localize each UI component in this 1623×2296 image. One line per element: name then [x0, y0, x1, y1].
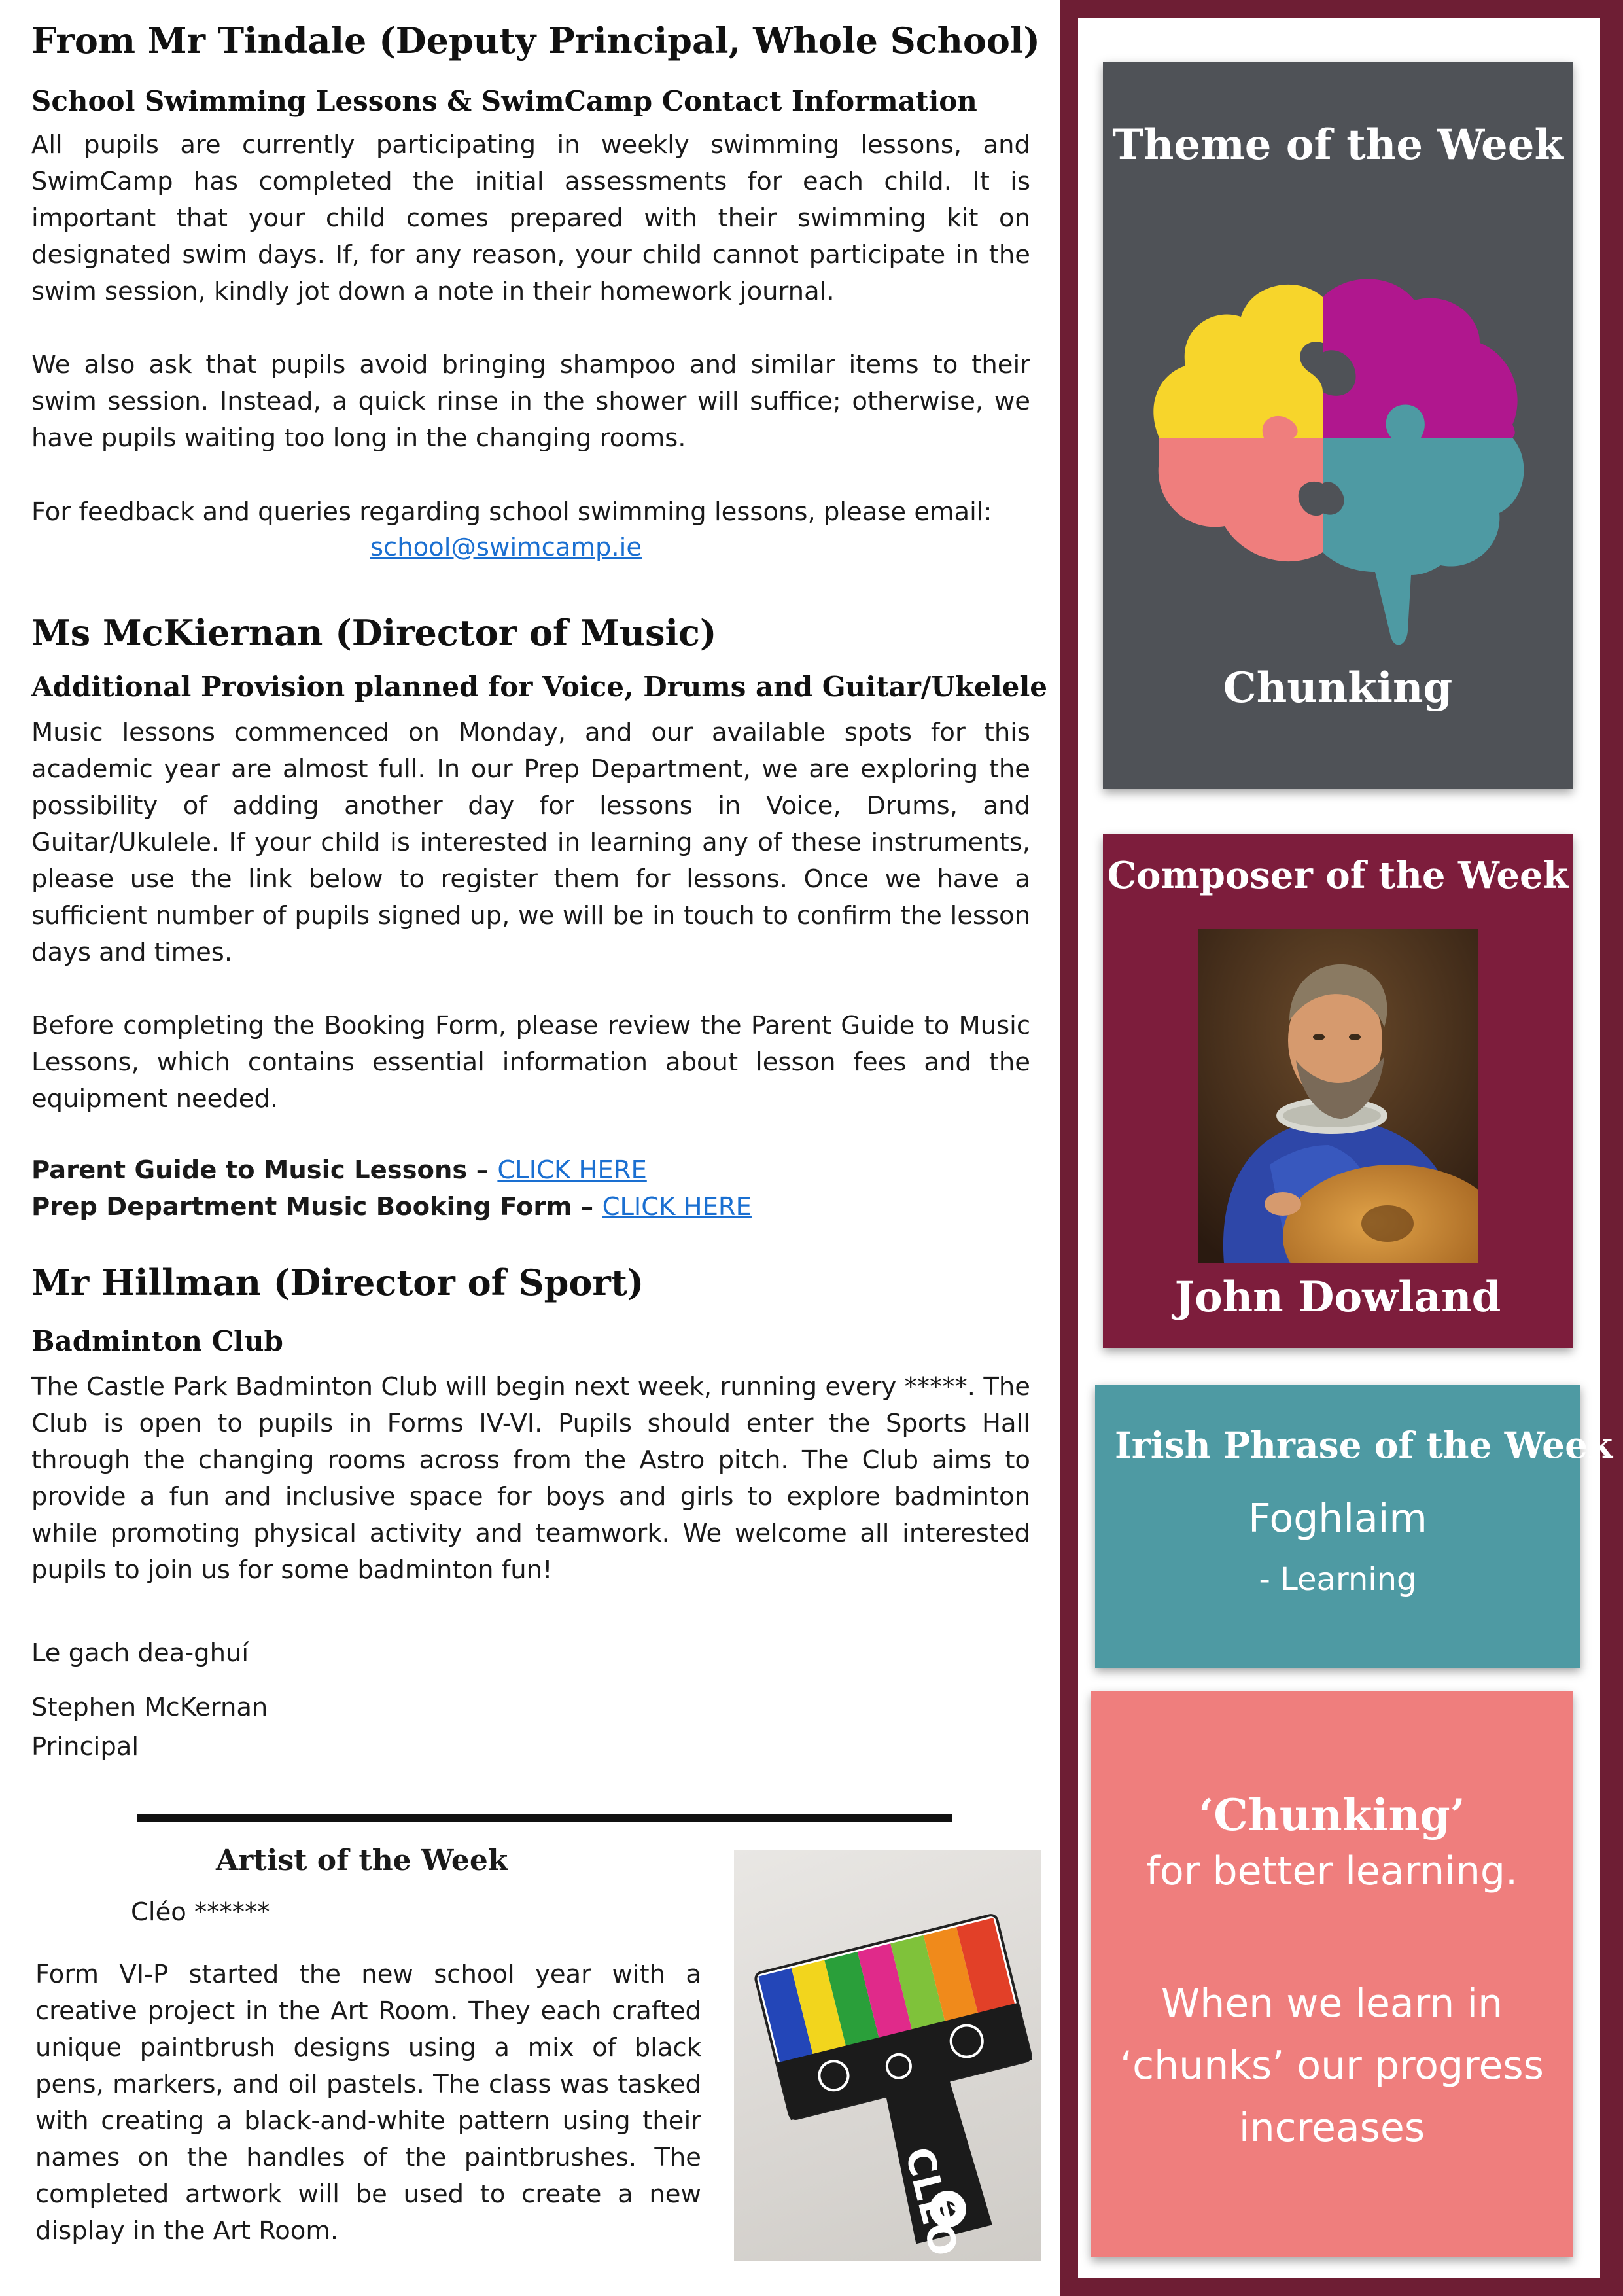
music-subheading: Additional Provision planned for Voice, Drums and Guitar/Ukelele	[31, 671, 1047, 703]
theme-of-week-card	[1103, 62, 1573, 789]
signoff-role: Principal	[31, 1732, 139, 1761]
chunking-title: ‘Chunking’	[1198, 1790, 1465, 1841]
badminton-paragraph: The Castle Park Badminton Club will begin next week, running every *****. The Club is open to pupils in Forms IV-VI. Pupils should enter the Sports Hall through the changing rooms across from the Astro pitch. The Club aims to provide a fun and inclusive space for boys and girls to explore badminton while promoting physical activity and teamwork. We welcome all interested pupils to join us for some badminton fun!	[31, 1372, 1030, 1585]
paintbrush-artwork-illustration	[734, 1850, 1041, 2261]
music-paragraph-1: Music lessons commenced on Monday, and our available spots for this academic year are almost full. In our Prep Department, we are exploring the possibility of adding another day for lessons in Voice, Drums, and Guitar/Ukulele. If your child is interested in learning any of these instruments, please use the link below to register them for lessons. Once we have a sufficient number of pupils signed up, we will be in touch to confirm the lesson days and times.	[31, 718, 1030, 967]
artwork-name-text: CLÉO	[896, 2142, 967, 2261]
signoff-name: Stephen McKernan	[31, 1693, 268, 1722]
sport-heading: Mr Hillman (Director of Sport)	[31, 1262, 644, 1303]
composer-of-week-card	[1103, 834, 1573, 1348]
booking-form-label: Prep Department Music Booking Form –	[31, 1192, 602, 1222]
composer-portrait-illustration	[1198, 929, 1478, 1263]
booking-form-link[interactable]: CLICK HERE	[602, 1192, 752, 1222]
theme-card-title: Theme of the Week	[1112, 120, 1563, 169]
music-paragraph-2: Before completing the Booking Form, please review the Parent Guide to Music Lessons, which contains essential information about lesson fees and the equipment needed.	[31, 1011, 1030, 1114]
chunking-body: When we learn in ‘chunks’ our progress increases	[1120, 1981, 1544, 2151]
booking-form-row	[31, 1192, 752, 1222]
theme-word: Chunking	[1223, 663, 1453, 713]
parent-guide-link[interactable]: CLICK HERE	[497, 1156, 647, 1185]
swimming-paragraph-2: We also ask that pupils avoid bringing shampoo and similar items to their swim session. Instead, a quick rinse in the shower will suffice; otherwise, we have pupils waiting too long in the changing rooms.	[31, 350, 1030, 453]
music-heading: Ms McKiernan (Director of Music)	[31, 612, 717, 654]
section-divider	[137, 1814, 952, 1822]
composer-card-title: Composer of the Week	[1107, 854, 1569, 897]
artist-of-week-title: Artist of the Week	[216, 1844, 508, 1877]
irish-phrase: Foghlaim	[1248, 1496, 1427, 1542]
paintbrush-artwork-photo	[734, 1850, 1041, 2261]
irish-phrase-card	[1095, 1385, 1613, 1668]
badminton-subheading: Badminton Club	[31, 1325, 283, 1357]
parent-guide-row	[31, 1156, 647, 1185]
tindale-heading: From Mr Tindale (Deputy Principal, Whole School)	[31, 20, 1040, 62]
swimming-subheading: School Swimming Lessons & SwimCamp Contact Information	[31, 85, 977, 117]
swimming-feedback-text: For feedback and queries regarding school swimming lessons, please email:	[31, 497, 992, 527]
chunking-subtitle: for better learning.	[1145, 1848, 1518, 1894]
artist-name: Cléo ******	[131, 1898, 270, 1927]
signoff-greeting: Le gach dea-ghuí	[31, 1638, 249, 1668]
artist-paragraph: Form VI-P started the new school year with a creative project in the Art Room. They each crafted unique paintbrush designs using a mix of black pens, markers, and oil pastels. The class was tasked with creating a black-and-white pattern using their names on the handles of the paintbrushes. The completed artwork will be used to create a new display in the Art Room.	[35, 1960, 701, 2246]
irish-phrase-meaning: - Learning	[1259, 1561, 1417, 1598]
swimcamp-email-link[interactable]: school@swimcamp.ie	[370, 533, 642, 562]
irish-card-title: Irish Phrase of the Week	[1115, 1424, 1613, 1466]
composer-portrait-image	[1198, 929, 1478, 1263]
parent-guide-label: Parent Guide to Music Lessons –	[31, 1156, 498, 1185]
swimming-paragraph-1: All pupils are currently participating in weekly swimming lessons, and SwimCamp has completed the initial assessments for each child. It is important that your child comes prepared with their swimming kit on designated swim days. If, for any reason, your child cannot participate in the swim session, kindly jot down a note in their homework journal.	[31, 130, 1030, 306]
chunking-tip-card	[1091, 1691, 1573, 2257]
brain-puzzle-icon	[1133, 245, 1539, 677]
composer-name: John Dowland	[1174, 1273, 1501, 1322]
